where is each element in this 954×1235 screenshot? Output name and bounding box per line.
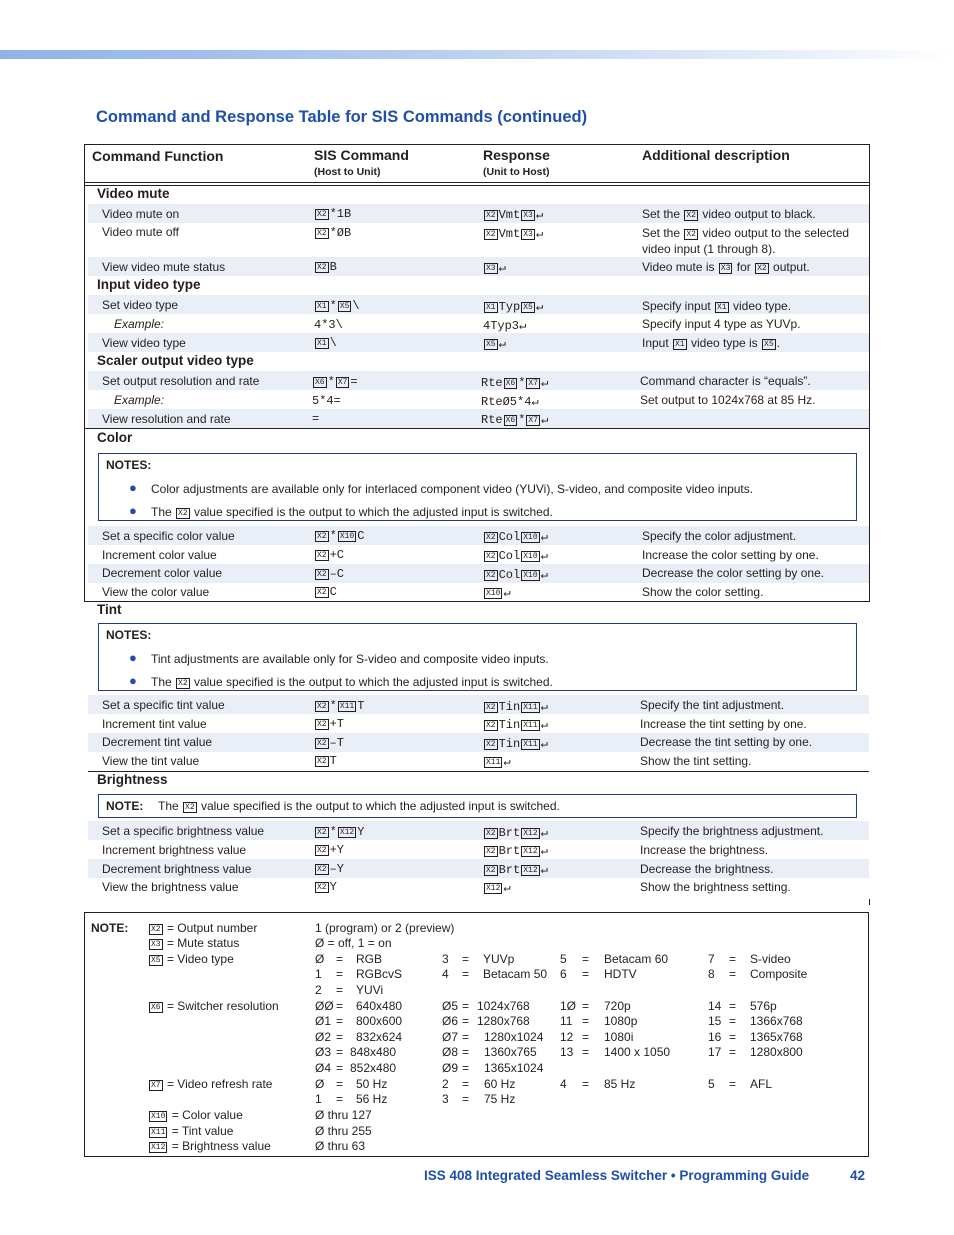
sis-response: X2 Brt X12 ↵ <box>486 826 548 840</box>
sis-response: X2 Col X10 ↵ <box>486 549 548 563</box>
sis-response: X2 Tin X11 ↵ <box>486 718 548 732</box>
sis-command: = <box>312 412 320 426</box>
section-input-video-type: Input video type <box>97 277 201 292</box>
sis-response: X2 Brt X12 ↵ <box>486 863 548 877</box>
sis-command: X2 –C <box>317 567 345 581</box>
sis-response: X2 Col X10 ↵ <box>486 530 548 544</box>
col-header-response: Response <box>483 147 550 163</box>
section-scaler-output: Scaler output video type <box>97 353 254 368</box>
sis-response: X2 Col X10 ↵ <box>486 568 548 582</box>
legend-x5: X5 = Video type <box>151 952 234 966</box>
sis-command: 5*4= <box>312 394 341 408</box>
sis-command: X2 * X12 Y <box>317 825 365 839</box>
col-subheader-sis: (Host to Unit) <box>314 166 381 178</box>
sis-response: X2 Vmt X3 ↵ <box>486 208 544 222</box>
sis-response: X2 Tin X11 ↵ <box>486 700 548 714</box>
col-header-function: Command Function <box>92 148 224 164</box>
sis-response: X12 ↵ <box>486 881 511 895</box>
sis-response: X2 Vmt X3 ↵ <box>486 227 544 241</box>
sis-command: X2 +C <box>317 548 345 562</box>
bullet-icon: ● <box>129 480 137 495</box>
sis-response: X10 ↵ <box>486 586 511 600</box>
sis-response: Rte X6 * X7 ↵ <box>481 413 549 427</box>
sis-command: X6 * X7 = <box>315 375 358 389</box>
footer-page-number: 42 <box>850 1168 866 1183</box>
sis-response: X5 ↵ <box>486 337 506 351</box>
legend-x10: X10 = Color value <box>151 1108 243 1122</box>
col-header-description: Additional description <box>642 147 790 163</box>
legend-x12: X12 = Brightness value <box>151 1139 271 1153</box>
sis-response: X3 ↵ <box>486 261 506 275</box>
section-video-mute: Video mute <box>97 186 170 201</box>
sis-command: X2 T <box>317 754 337 768</box>
sis-command: X2 –Y <box>317 862 345 876</box>
sis-response: X2 Brt X12 ↵ <box>486 844 548 858</box>
sis-command: X2 C <box>317 585 337 599</box>
sis-response: Rte X6 * X7 ↵ <box>481 376 549 390</box>
legend-x11: X11 = Tint value <box>151 1124 234 1138</box>
brightness-note-box: NOTE: The X2 value specified is the output to which the adjusted input is switched. <box>98 794 857 818</box>
bullet-icon: ● <box>129 650 137 665</box>
sis-command: X1 \ <box>317 336 337 350</box>
sis-command: X2 +T <box>317 717 345 731</box>
sis-command: X2 *ØB <box>317 226 352 240</box>
sis-response: RteØ5*4↵ <box>481 395 539 409</box>
sis-command: X2 Y <box>317 880 337 894</box>
bullet-icon: ● <box>129 673 137 688</box>
header-gradient-bar <box>0 50 954 59</box>
color-notes-box: NOTES: ● Color adjustments are available only for interlaced component video (YUVi), S-video, and composite video inputs. ● The X2 value specified is the output to which the adjusted input is switched. <box>98 453 857 521</box>
legend-x6: X6 = Switcher resolution <box>151 999 279 1013</box>
sis-command: X2 * X10 C <box>317 529 365 543</box>
legend-x2: X2 = Output number <box>151 921 258 935</box>
sis-command: X2 *1B <box>317 207 352 221</box>
sis-response: X2 Tin X11 ↵ <box>486 737 548 751</box>
section-tint: Tint <box>97 602 122 617</box>
sis-command: X1 * X5 \ <box>317 299 360 313</box>
sis-command: X2 B <box>317 260 337 274</box>
section-color: Color <box>97 430 133 445</box>
sis-command: X2 –T <box>317 736 345 750</box>
col-subheader-response: (Unit to Host) <box>483 166 550 178</box>
col-header-sis: SIS Command <box>314 147 409 163</box>
sis-response: X11 ↵ <box>486 755 511 769</box>
sis-response: 4Typ3↵ <box>483 319 527 333</box>
section-brightness: Brightness <box>97 772 168 787</box>
tint-notes-box: NOTES: ● Tint adjustments are available only for S-video and composite video inputs. ● The X2 value specified is the output to which the adjusted input is switched. <box>98 623 857 691</box>
legend-x3: X3 = Mute status <box>151 936 240 950</box>
page-title: Command and Response Table for SIS Commands (continued) <box>96 108 588 126</box>
legend-x7: X7 = Video refresh rate <box>151 1077 273 1091</box>
footer-guide-title: ISS 408 Integrated Seamless Switcher • Programming Guide <box>424 1168 810 1183</box>
sis-command: X2 * X11 T <box>317 699 365 713</box>
sis-command: X2 +Y <box>317 843 345 857</box>
sis-command: 4*3\ <box>314 318 343 332</box>
bullet-icon: ● <box>129 503 137 518</box>
sis-response: X1 Typ X5 ↵ <box>486 300 544 314</box>
